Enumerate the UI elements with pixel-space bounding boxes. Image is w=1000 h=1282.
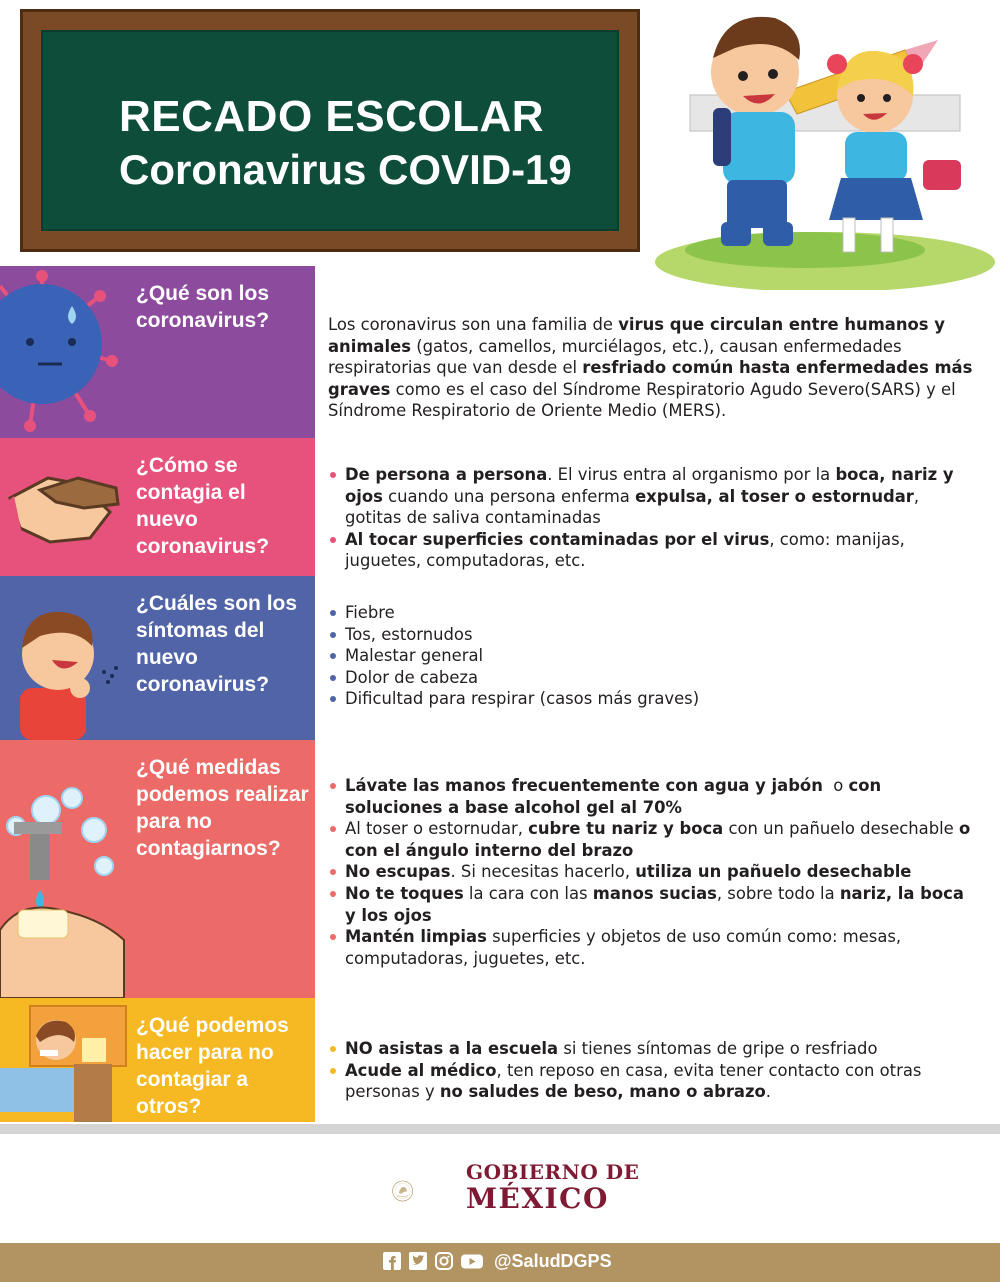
list-item — [328, 883, 978, 926]
question-text: ¿Cómo se contagia el nuevo coronavirus? — [136, 454, 270, 558]
list-item: Dolor de cabeza — [328, 667, 978, 689]
question-panel — [0, 998, 315, 1122]
answer-list — [328, 464, 978, 572]
social-handle[interactable]: @SaludDGPS — [494, 1251, 612, 1271]
text-run-bold: manos sucias — [592, 883, 717, 903]
question-panel — [0, 266, 315, 438]
text-run: cuando una persona enferma — [382, 486, 636, 506]
text-run-bold: utiliza un pañuelo desechable — [635, 862, 912, 882]
text-run-bold: No te toques — [345, 883, 464, 903]
answer-text — [328, 314, 978, 422]
facebook-icon[interactable] — [383, 1252, 401, 1270]
text-run: si tienes síntomas de gripe o resfriado — [558, 1039, 878, 1058]
coughing-child-icon — [0, 576, 130, 740]
list-item: Malestar general — [328, 645, 978, 667]
answer-list — [328, 775, 978, 969]
text-run-bold: resfriado común hasta enfermedades más graves — [328, 358, 973, 399]
chalkboard — [41, 30, 619, 231]
section-what-are-coronavirus — [0, 266, 1000, 438]
sick-child-in-bed-icon — [0, 998, 130, 1122]
list-item — [328, 1060, 978, 1103]
text-run-bold: Acude al médico — [345, 1060, 497, 1080]
text-run: con un pañuelo desechable — [723, 819, 959, 839]
text-run-bold: no saludes de beso, mano o abrazo — [439, 1082, 766, 1102]
text-run-bold: o con el ángulo interno del brazo — [345, 819, 971, 860]
text-run-bold: Al tocar superficies contaminadas por el virus — [345, 529, 770, 549]
answer-list — [328, 1038, 978, 1103]
handwashing-icon — [0, 740, 130, 998]
footer-divider — [0, 1124, 1000, 1134]
government-line-2: MÉXICO — [466, 1182, 609, 1215]
question-text: ¿Qué podemos hacer para no contagiar a otros? — [136, 1014, 289, 1118]
text-run-bold: cubre tu nariz y boca — [528, 819, 724, 839]
social-icons — [383, 1252, 483, 1272]
question-text: ¿Cuáles son los síntomas del nuevo coronavirus? — [136, 592, 298, 696]
section-symptoms — [0, 576, 1000, 740]
twitter-icon[interactable] — [409, 1252, 427, 1270]
instagram-icon[interactable] — [436, 1253, 452, 1269]
list-item — [328, 529, 978, 572]
section-how-it-spreads — [0, 438, 1000, 576]
text-run-bold: NO asistas a la escuela — [345, 1039, 559, 1058]
question-text: ¿Qué medidas podemos realizar para no contagiarnos? — [136, 756, 309, 860]
text-run: , como: manijas, juguetes, computadoras, etc. — [345, 529, 905, 571]
section-prevention — [0, 740, 1000, 998]
page-title: RECADO ESCOLAR — [119, 92, 545, 141]
text-run: , ten reposo en casa, evita tener contacto con otras personas y — [345, 1060, 922, 1102]
text-run: o — [822, 776, 849, 795]
list-item — [328, 775, 978, 818]
text-run: . El virus entra al organismo por la — [547, 465, 836, 484]
section-avoid-spreading — [0, 998, 1000, 1122]
list-item — [328, 861, 978, 883]
text-run-bold: Lávate las manos frecuentemente con agua y jabón — [345, 776, 823, 795]
social-bar — [0, 1243, 1000, 1282]
list-item — [328, 1038, 978, 1060]
answer-list — [328, 602, 978, 710]
page-subtitle: Coronavirus COVID-19 — [119, 146, 572, 193]
list-item — [328, 926, 978, 969]
government-logo-text — [466, 1162, 639, 1213]
government-line-1: GOBIERNO DE — [466, 1160, 640, 1184]
list-item: Fiebre — [328, 602, 978, 624]
text-run: Los coronavirus son una familia de — [328, 315, 619, 334]
text-run: superficies y objetos de uso común como: mesas, computadoras, juguetes, etc. — [345, 927, 902, 968]
text-run-bold: virus que circulan entre humanos y animales — [328, 315, 945, 356]
chalkboard-frame — [20, 9, 640, 252]
children-walking-illustration — [655, 0, 1000, 290]
youtube-icon[interactable] — [461, 1255, 483, 1269]
answer-paragraph — [328, 314, 978, 422]
list-item — [328, 464, 978, 529]
text-run-bold: nariz, la boca y los ojos — [345, 883, 964, 925]
text-run: , gotitas de saliva contaminadas — [345, 486, 920, 528]
text-run-bold: De persona a persona — [345, 465, 548, 484]
list-item — [328, 818, 978, 861]
text-run-bold: boca, nariz y ojos — [345, 465, 954, 506]
text-run: , sobre todo la — [716, 883, 840, 903]
handshake-icon — [0, 438, 130, 576]
text-run: Al toser o estornudar, — [345, 819, 529, 839]
text-run: . — [765, 1082, 771, 1102]
text-run-bold: con soluciones a base alcohol gel al 70% — [345, 776, 882, 817]
text-run: como es el caso del Síndrome Respiratorio Agudo Severo(SARS) y el Síndrome Respiratorio de Oriente Medio (MERS). — [328, 379, 956, 421]
text-run: la cara con las — [463, 883, 593, 903]
list-item: Dificultad para respirar (casos más graves) — [328, 688, 978, 710]
text-run-bold: Mantén limpias — [345, 927, 487, 947]
question-panel — [0, 576, 315, 740]
text-run: (gatos, camellos, murciélagos, etc.), causan enfermedades respiratorias que van desde el — [328, 336, 902, 378]
text-run-bold: expulsa, al toser o estornudar — [635, 486, 914, 506]
mexico-coat-of-arms-icon — [392, 1156, 462, 1226]
text-run-bold: No escupas — [345, 862, 451, 882]
question-panel — [0, 438, 315, 576]
text-run: . Si necesitas hacerlo, — [450, 862, 636, 882]
question-text: ¿Qué son los coronavirus? — [136, 282, 270, 332]
list-item: Tos, estornudos — [328, 624, 978, 646]
question-panel — [0, 740, 315, 998]
virus-icon — [0, 266, 130, 438]
